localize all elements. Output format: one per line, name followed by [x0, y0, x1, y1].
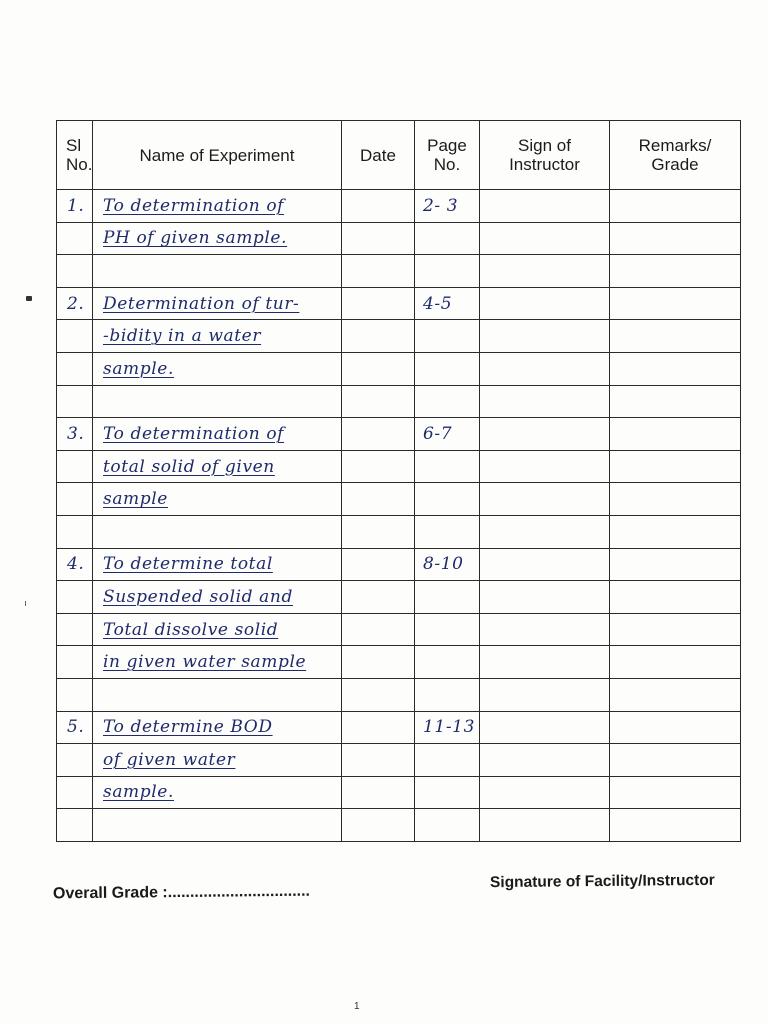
- date-cell: [342, 581, 415, 614]
- remarks-cell: [610, 711, 741, 744]
- sl-no-cell: [57, 255, 93, 288]
- sl-no-cell: [57, 450, 93, 483]
- sign-cell: [480, 418, 610, 451]
- header-sign-label: Sign of Instructor: [509, 136, 580, 174]
- header-sl-no: [57, 121, 93, 190]
- date-cell: [342, 418, 415, 451]
- sl-no-value: 5.: [67, 717, 85, 738]
- experiment-name-cell: [93, 744, 342, 777]
- page-no-cell: [415, 450, 480, 483]
- remarks-cell: [610, 450, 741, 483]
- sign-cell: [480, 581, 610, 614]
- experiment-name-cell: [93, 385, 342, 418]
- page-number: 1: [354, 1001, 360, 1012]
- page-no-cell: [415, 352, 480, 385]
- sl-no-cell: [57, 744, 93, 777]
- experiment-name-cell: [93, 515, 342, 548]
- experiment-name-line: of given water: [103, 749, 236, 770]
- date-cell: [342, 450, 415, 483]
- page-no-value: 6-7: [423, 423, 453, 444]
- experiment-name-line: sample: [103, 489, 168, 510]
- experiment-name-cell: [93, 320, 342, 353]
- experiment-name-cell: [93, 222, 342, 255]
- remarks-cell: [610, 776, 741, 809]
- experiment-name-cell: [93, 613, 342, 646]
- page-no-cell: [415, 548, 480, 581]
- scan-mark: [26, 296, 32, 301]
- sign-cell: [480, 320, 610, 353]
- sign-cell: [480, 515, 610, 548]
- date-cell: [342, 809, 415, 842]
- table-row: [57, 711, 741, 744]
- sign-cell: [480, 352, 610, 385]
- sign-cell: [480, 483, 610, 516]
- table-row: [57, 809, 741, 842]
- sl-no-cell: [57, 613, 93, 646]
- date-cell: [342, 711, 415, 744]
- experiment-name-cell: [93, 287, 342, 320]
- experiment-name-line: sample.: [103, 782, 174, 803]
- page-no-cell: [415, 418, 480, 451]
- experiment-name-line: sample.: [103, 358, 174, 379]
- sign-cell: [480, 678, 610, 711]
- date-cell: [342, 190, 415, 223]
- page-no-value: 11-13: [423, 717, 476, 738]
- remarks-cell: [610, 222, 741, 255]
- experiment-name-cell: [93, 776, 342, 809]
- remarks-cell: [610, 548, 741, 581]
- scan-mark: [25, 601, 26, 606]
- experiment-name-line: To determination of: [103, 195, 285, 216]
- header-sl-no-label: Sl No.: [66, 136, 93, 174]
- remarks-cell: [610, 255, 741, 288]
- page-no-cell: [415, 613, 480, 646]
- sl-no-cell: [57, 222, 93, 255]
- date-cell: [342, 646, 415, 679]
- experiment-name-line: PH of given sample.: [103, 228, 288, 249]
- header-date: Date: [342, 121, 415, 190]
- experiment-name-cell: [93, 483, 342, 516]
- page-no-cell: [415, 255, 480, 288]
- date-cell: [342, 385, 415, 418]
- remarks-cell: [610, 385, 741, 418]
- remarks-cell: [610, 352, 741, 385]
- table-row: [57, 613, 741, 646]
- experiment-name-line: To determine total: [103, 554, 273, 575]
- page-no-value: 8-10: [423, 554, 464, 575]
- sl-no-cell: [57, 320, 93, 353]
- page-no-cell: [415, 581, 480, 614]
- remarks-cell: [610, 190, 741, 223]
- header-page-no: [415, 121, 480, 190]
- sign-cell: [480, 646, 610, 679]
- table-row: [57, 515, 741, 548]
- table-body: [57, 190, 741, 842]
- table-row: [57, 646, 741, 679]
- sl-no-cell: [57, 548, 93, 581]
- remarks-cell: [610, 418, 741, 451]
- sign-cell: [480, 711, 610, 744]
- page-no-cell: [415, 678, 480, 711]
- experiment-name-line: in given water sample: [103, 652, 307, 673]
- sl-no-cell: [57, 287, 93, 320]
- page-no-cell: [415, 385, 480, 418]
- experiment-name-cell: [93, 255, 342, 288]
- sl-no-cell: [57, 776, 93, 809]
- remarks-cell: [610, 515, 741, 548]
- experiment-name-cell: [93, 548, 342, 581]
- header-remarks-grade: [610, 121, 741, 190]
- experiment-name-line: Determination of tur-: [103, 293, 300, 314]
- table-row: [57, 255, 741, 288]
- page-no-cell: [415, 222, 480, 255]
- page-no-cell: [415, 287, 480, 320]
- signature-label: Signature of Facility/Instructor: [489, 871, 715, 892]
- experiment-name-cell: [93, 418, 342, 451]
- sign-cell: [480, 255, 610, 288]
- sign-cell: [480, 744, 610, 777]
- experiment-name-cell: [93, 678, 342, 711]
- sign-cell: [480, 385, 610, 418]
- sl-no-cell: [57, 678, 93, 711]
- table-row: [57, 287, 741, 320]
- experiment-name-line: total solid of given: [103, 456, 275, 477]
- date-cell: [342, 287, 415, 320]
- table-row: [57, 222, 741, 255]
- date-cell: [342, 222, 415, 255]
- experiment-index-table: [56, 120, 741, 842]
- date-cell: [342, 515, 415, 548]
- remarks-cell: [610, 483, 741, 516]
- date-cell: [342, 613, 415, 646]
- sl-no-value: 2.: [67, 293, 85, 314]
- remarks-cell: [610, 809, 741, 842]
- table-row: [57, 418, 741, 451]
- sl-no-cell: [57, 190, 93, 223]
- experiment-name-line: Total dissolve solid: [103, 619, 279, 640]
- page-no-cell: [415, 776, 480, 809]
- date-cell: [342, 678, 415, 711]
- sl-no-cell: [57, 581, 93, 614]
- remarks-cell: [610, 581, 741, 614]
- page-no-value: 2- 3: [423, 195, 459, 216]
- remarks-cell: [610, 678, 741, 711]
- remarks-cell: [610, 744, 741, 777]
- table-row: [57, 190, 741, 223]
- sl-no-value: 1.: [67, 195, 85, 216]
- sl-no-value: 4.: [67, 554, 85, 575]
- date-cell: [342, 744, 415, 777]
- date-cell: [342, 320, 415, 353]
- page-no-cell: [415, 483, 480, 516]
- page-no-value: 4-5: [423, 293, 453, 314]
- table-row: [57, 776, 741, 809]
- sign-cell: [480, 548, 610, 581]
- experiment-name-cell: [93, 809, 342, 842]
- sl-no-cell: [57, 352, 93, 385]
- table-header-row: [57, 121, 741, 190]
- date-cell: [342, 352, 415, 385]
- sl-no-cell: [57, 515, 93, 548]
- page-no-cell: [415, 646, 480, 679]
- experiment-name-cell: [93, 190, 342, 223]
- sign-cell: [480, 222, 610, 255]
- sign-cell: [480, 613, 610, 646]
- overall-grade-label: Overall Grade :................................: [52, 882, 311, 903]
- sign-cell: [480, 190, 610, 223]
- experiment-name-cell: [93, 450, 342, 483]
- date-cell: [342, 255, 415, 288]
- sl-no-cell: [57, 646, 93, 679]
- sign-cell: [480, 450, 610, 483]
- sl-no-cell: [57, 483, 93, 516]
- table-row: [57, 450, 741, 483]
- table-row: [57, 678, 741, 711]
- sign-cell: [480, 809, 610, 842]
- sign-cell: [480, 776, 610, 809]
- page-no-cell: [415, 711, 480, 744]
- header-name-of-experiment: Name of Experiment: [93, 121, 342, 190]
- sl-no-value: 3.: [67, 423, 85, 444]
- date-cell: [342, 483, 415, 516]
- table-row: [57, 483, 741, 516]
- remarks-cell: [610, 287, 741, 320]
- remarks-cell: [610, 613, 741, 646]
- experiment-name-cell: [93, 581, 342, 614]
- table-row: [57, 548, 741, 581]
- page-no-cell: [415, 515, 480, 548]
- page-no-cell: [415, 320, 480, 353]
- header-page-no-label: Page No.: [427, 136, 467, 174]
- table-row: [57, 581, 741, 614]
- page-no-cell: [415, 809, 480, 842]
- sl-no-cell: [57, 385, 93, 418]
- experiment-name-line: -bidity in a water: [103, 326, 262, 347]
- experiment-name-cell: [93, 646, 342, 679]
- experiment-name-cell: [93, 711, 342, 744]
- table-row: [57, 320, 741, 353]
- page-no-cell: [415, 744, 480, 777]
- experiment-name-line: Suspended solid and: [103, 586, 293, 607]
- sl-no-cell: [57, 711, 93, 744]
- page-no-cell: [415, 190, 480, 223]
- sl-no-cell: [57, 809, 93, 842]
- table-row: [57, 385, 741, 418]
- remarks-cell: [610, 646, 741, 679]
- date-cell: [342, 776, 415, 809]
- remarks-cell: [610, 320, 741, 353]
- date-cell: [342, 548, 415, 581]
- sign-cell: [480, 287, 610, 320]
- experiment-name-line: To determine BOD: [103, 717, 273, 738]
- experiment-name-cell: [93, 352, 342, 385]
- experiment-name-line: To determination of: [103, 423, 285, 444]
- table-row: [57, 744, 741, 777]
- header-remarks-label: Remarks/ Grade: [638, 136, 712, 174]
- header-sign-of-instructor: [480, 121, 610, 190]
- sl-no-cell: [57, 418, 93, 451]
- table-row: [57, 352, 741, 385]
